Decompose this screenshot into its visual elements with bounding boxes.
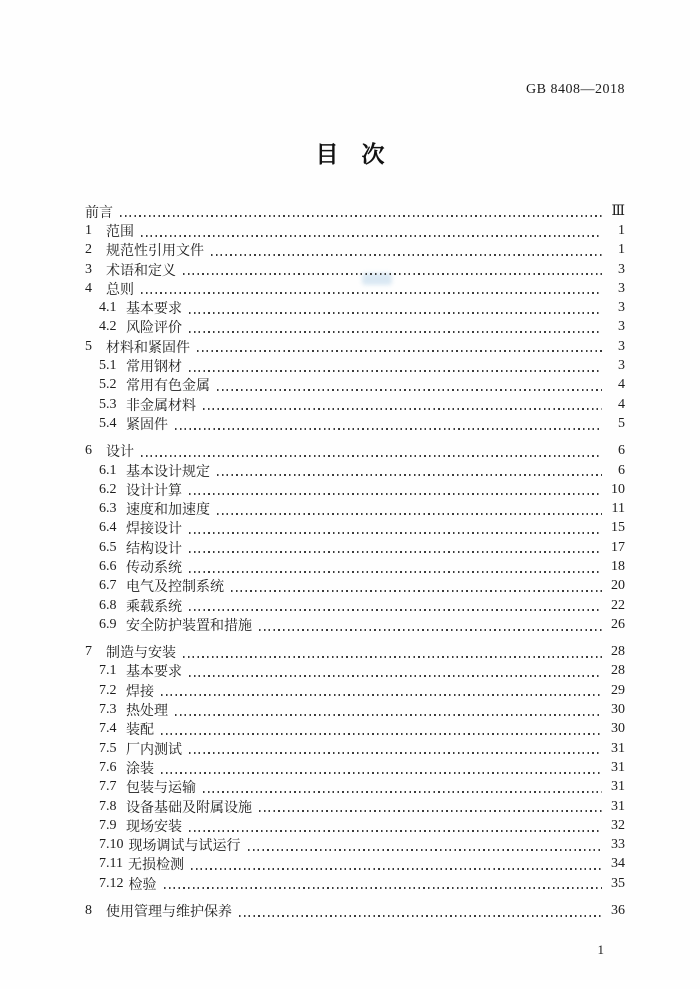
toc-list bbox=[85, 202, 625, 921]
toc-entry-number: 7.8 bbox=[99, 798, 117, 814]
dotted-leader bbox=[197, 350, 602, 352]
toc-entry-title: 基本要求 bbox=[126, 665, 182, 681]
toc-entry-title: 热处理 bbox=[126, 704, 168, 720]
dotted-leader bbox=[183, 656, 602, 658]
toc-entry-title: 厂内测试 bbox=[126, 742, 182, 758]
toc-entry bbox=[85, 356, 625, 375]
toc-entry-page: 34 bbox=[611, 856, 625, 872]
dotted-leader bbox=[189, 493, 602, 495]
toc-entry-page: 30 bbox=[611, 721, 625, 737]
dotted-leader bbox=[141, 235, 602, 237]
toc-entry bbox=[85, 874, 625, 893]
toc-entry-page: 4 bbox=[618, 396, 625, 412]
toc-entry-number: 7.9 bbox=[99, 817, 117, 833]
toc-entry-title: 设计 bbox=[106, 445, 134, 461]
toc-entry-number: 6.8 bbox=[99, 597, 117, 613]
toc-entry-page: 3 bbox=[618, 300, 625, 316]
toc-entry-page: 30 bbox=[611, 702, 625, 718]
toc-entry bbox=[85, 461, 625, 480]
dotted-leader bbox=[189, 551, 602, 553]
toc-entry-page: 6 bbox=[618, 443, 625, 459]
toc-entry-page: 36 bbox=[611, 903, 625, 919]
toc-entry-page: 15 bbox=[611, 520, 625, 536]
toc-entry bbox=[85, 202, 625, 221]
toc-entry bbox=[85, 499, 625, 518]
toc-entry-number: 8 bbox=[85, 903, 92, 919]
toc-entry-title: 使用管理与维护保养 bbox=[106, 905, 232, 921]
toc-entry-number: 7.5 bbox=[99, 740, 117, 756]
toc-entry-title: 制造与安装 bbox=[106, 646, 176, 662]
toc-entry-title: 材料和紧固件 bbox=[106, 340, 190, 356]
dotted-leader bbox=[120, 215, 602, 217]
toc-entry-title: 焊接 bbox=[126, 684, 154, 700]
toc-entry bbox=[85, 778, 625, 797]
toc-entry-title: 装配 bbox=[126, 723, 154, 739]
toc-entry bbox=[85, 241, 625, 260]
toc-entry-title: 涂装 bbox=[126, 761, 154, 777]
toc-entry bbox=[85, 538, 625, 557]
dotted-leader bbox=[164, 887, 603, 889]
toc-entry-number: 7.4 bbox=[99, 721, 117, 737]
toc-entry bbox=[85, 279, 625, 298]
toc-entry-number: 5.4 bbox=[99, 415, 117, 431]
dotted-leader bbox=[231, 590, 602, 592]
dotted-leader bbox=[189, 331, 602, 333]
toc-entry-page: 31 bbox=[611, 779, 625, 795]
toc-entry-number: 6.9 bbox=[99, 616, 117, 632]
toc-entry-title: 包装与运输 bbox=[126, 781, 196, 797]
toc-entry-title: 设计计算 bbox=[126, 483, 182, 499]
toc-entry-page: 35 bbox=[611, 875, 625, 891]
dotted-leader bbox=[161, 733, 602, 735]
toc-entry-page: Ⅲ bbox=[611, 204, 625, 220]
toc-entry-number: 2 bbox=[85, 242, 92, 258]
toc-entry-number: 7.7 bbox=[99, 779, 117, 795]
toc-entry bbox=[85, 376, 625, 395]
toc-entry bbox=[85, 442, 625, 461]
dotted-leader bbox=[189, 532, 602, 534]
toc-entry-number: 5 bbox=[85, 338, 92, 354]
toc-entry-number: 7.6 bbox=[99, 759, 117, 775]
toc-entry-title: 传动系统 bbox=[126, 561, 182, 576]
dotted-leader bbox=[217, 513, 602, 515]
standard-code: GB 8408—2018 bbox=[526, 82, 625, 97]
toc-entry-number: 7.12 bbox=[99, 875, 124, 891]
dotted-leader bbox=[189, 675, 602, 677]
toc-entry-title: 前言 bbox=[85, 205, 113, 221]
dotted-leader bbox=[239, 915, 602, 917]
toc-entry bbox=[85, 318, 625, 337]
toc-entry bbox=[85, 662, 625, 681]
toc-entry-title: 紧固件 bbox=[126, 417, 168, 433]
toc-entry-number: 3 bbox=[85, 261, 92, 277]
toc-entry-page: 1 bbox=[618, 242, 625, 258]
toc-entry-page: 3 bbox=[618, 319, 625, 335]
dotted-leader bbox=[191, 868, 602, 870]
toc-entry-title: 常用有色金属 bbox=[126, 379, 210, 395]
toc-entry-title: 现场调试与试运行 bbox=[128, 839, 241, 855]
dotted-leader bbox=[189, 609, 602, 611]
toc-entry bbox=[85, 519, 625, 538]
toc-entry bbox=[85, 758, 625, 777]
toc-entry-number: 7.3 bbox=[99, 702, 117, 718]
toc-entry-number: 7.1 bbox=[99, 663, 117, 679]
toc-entry-number: 1 bbox=[85, 222, 92, 238]
dotted-leader bbox=[203, 408, 602, 410]
toc-entry-title: 术语和定义 bbox=[106, 263, 176, 279]
toc-entry-number: 4.1 bbox=[99, 300, 117, 316]
toc-entry-page: 5 bbox=[618, 415, 625, 431]
toc-entry-number: 6.7 bbox=[99, 578, 117, 594]
toc-entry-number: 4.2 bbox=[99, 319, 117, 335]
toc-entry bbox=[85, 337, 625, 356]
toc-entry-title: 风险评价 bbox=[126, 321, 182, 337]
toc-entry-title: 非金属材料 bbox=[126, 398, 196, 414]
toc-entry bbox=[85, 901, 625, 920]
dotted-leader bbox=[141, 292, 602, 294]
toc-entry-title: 设备基础及附属设施 bbox=[126, 800, 252, 816]
toc-entry-number: 7.11 bbox=[99, 856, 123, 872]
toc-entry-number: 7 bbox=[85, 644, 92, 660]
toc-entry-number: 6.6 bbox=[99, 558, 117, 574]
page-number: 1 bbox=[597, 942, 604, 957]
toc-entry-page: 6 bbox=[618, 462, 625, 478]
toc-entry-page: 3 bbox=[618, 338, 625, 354]
toc-entry bbox=[85, 797, 625, 816]
toc-entry bbox=[85, 480, 625, 499]
toc-entry-number: 7.10 bbox=[99, 837, 124, 853]
toc-entry-page: 31 bbox=[611, 740, 625, 756]
toc-entry-page: 26 bbox=[611, 616, 625, 632]
toc-entry bbox=[85, 596, 625, 615]
toc-entry-title: 结构设计 bbox=[126, 541, 182, 557]
toc-entry-page: 33 bbox=[611, 837, 625, 853]
toc-entry-number: 6.2 bbox=[99, 481, 117, 497]
toc-entry bbox=[85, 260, 625, 279]
toc-entry-number: 6.1 bbox=[99, 462, 117, 478]
toc-entry-number: 5.1 bbox=[99, 358, 117, 374]
toc-entry-page: 3 bbox=[618, 358, 625, 374]
toc-entry-page: 3 bbox=[618, 280, 625, 296]
toc-entry-number: 6.3 bbox=[99, 501, 117, 517]
toc-entry-page: 4 bbox=[618, 377, 625, 393]
toc-entry bbox=[85, 298, 625, 317]
toc-entry-title: 焊接设计 bbox=[126, 522, 182, 538]
toc-entry-page: 31 bbox=[611, 759, 625, 775]
dotted-leader bbox=[175, 428, 602, 430]
dotted-leader bbox=[141, 455, 602, 457]
dotted-leader bbox=[161, 772, 602, 774]
toc-entry-title: 基本设计规定 bbox=[126, 464, 210, 480]
toc-entry-page: 1 bbox=[618, 222, 625, 238]
toc-entry-page: 18 bbox=[611, 558, 625, 574]
toc-entry-title: 安全防护装置和措施 bbox=[126, 618, 252, 634]
toc-entry bbox=[85, 615, 625, 634]
toc-entry bbox=[85, 221, 625, 240]
toc-entry bbox=[85, 739, 625, 758]
toc-entry bbox=[85, 395, 625, 414]
dotted-leader bbox=[189, 830, 602, 832]
toc-entry-title: 常用钢材 bbox=[126, 360, 182, 376]
toc-entry-number: 6.4 bbox=[99, 520, 117, 536]
dotted-leader bbox=[259, 810, 602, 812]
toc-entry-page: 29 bbox=[611, 682, 625, 698]
toc-entry bbox=[85, 700, 625, 719]
dotted-leader bbox=[189, 370, 602, 372]
dotted-leader bbox=[183, 273, 602, 275]
toc-entry-number: 6.5 bbox=[99, 539, 117, 555]
toc-entry bbox=[85, 414, 625, 433]
toc-entry-page: 3 bbox=[618, 261, 625, 277]
toc-entry-page: 20 bbox=[611, 578, 625, 594]
toc-entry bbox=[85, 577, 625, 596]
toc-entry-title: 现场安装 bbox=[126, 819, 182, 835]
toc-entry-page: 11 bbox=[611, 501, 625, 517]
toc-entry-number: 5.3 bbox=[99, 396, 117, 412]
toc-entry-page: 28 bbox=[611, 663, 625, 679]
toc-entry-title: 无损检测 bbox=[127, 858, 184, 874]
dotted-leader bbox=[203, 791, 602, 793]
toc-entry-number: 4 bbox=[85, 280, 92, 296]
toc-entry-title: 检验 bbox=[128, 877, 157, 893]
dotted-leader bbox=[217, 474, 602, 476]
toc-entry-title: 电气及控制系统 bbox=[126, 580, 224, 596]
toc-entry-page: 10 bbox=[611, 481, 625, 497]
toc-entry-page: 28 bbox=[611, 644, 625, 660]
toc-entry bbox=[85, 836, 625, 855]
toc-entry bbox=[85, 816, 625, 835]
dotted-leader bbox=[161, 694, 602, 696]
dotted-leader bbox=[248, 849, 603, 851]
dotted-leader bbox=[211, 254, 602, 256]
toc-entry bbox=[85, 681, 625, 700]
toc-entry bbox=[85, 643, 625, 662]
dotted-leader bbox=[175, 714, 602, 716]
toc-entry bbox=[85, 720, 625, 739]
toc-entry-page: 17 bbox=[611, 539, 625, 555]
toc-entry-title: 总则 bbox=[106, 282, 134, 298]
toc-entry-title: 速度和加速度 bbox=[126, 503, 210, 519]
dotted-leader bbox=[189, 752, 602, 754]
toc-entry-page: 22 bbox=[611, 597, 625, 613]
toc-entry-title: 范围 bbox=[106, 224, 134, 240]
dotted-leader bbox=[217, 389, 602, 391]
dotted-leader bbox=[189, 312, 602, 314]
toc-entry-number: 6 bbox=[85, 443, 92, 459]
toc-entry bbox=[85, 557, 625, 576]
toc-entry-page: 31 bbox=[611, 798, 625, 814]
toc-entry bbox=[85, 855, 625, 874]
toc-entry-title: 规范性引用文件 bbox=[106, 244, 204, 260]
toc-entry-title: 乘载系统 bbox=[126, 599, 182, 615]
toc-entry-page: 32 bbox=[611, 817, 625, 833]
toc-entry-number: 5.2 bbox=[99, 377, 117, 393]
page-title: 目 次 bbox=[315, 142, 385, 167]
dotted-leader bbox=[189, 571, 602, 573]
toc-entry-number: 7.2 bbox=[99, 682, 117, 698]
dotted-leader bbox=[259, 629, 602, 631]
toc-entry-title: 基本要求 bbox=[126, 302, 182, 318]
